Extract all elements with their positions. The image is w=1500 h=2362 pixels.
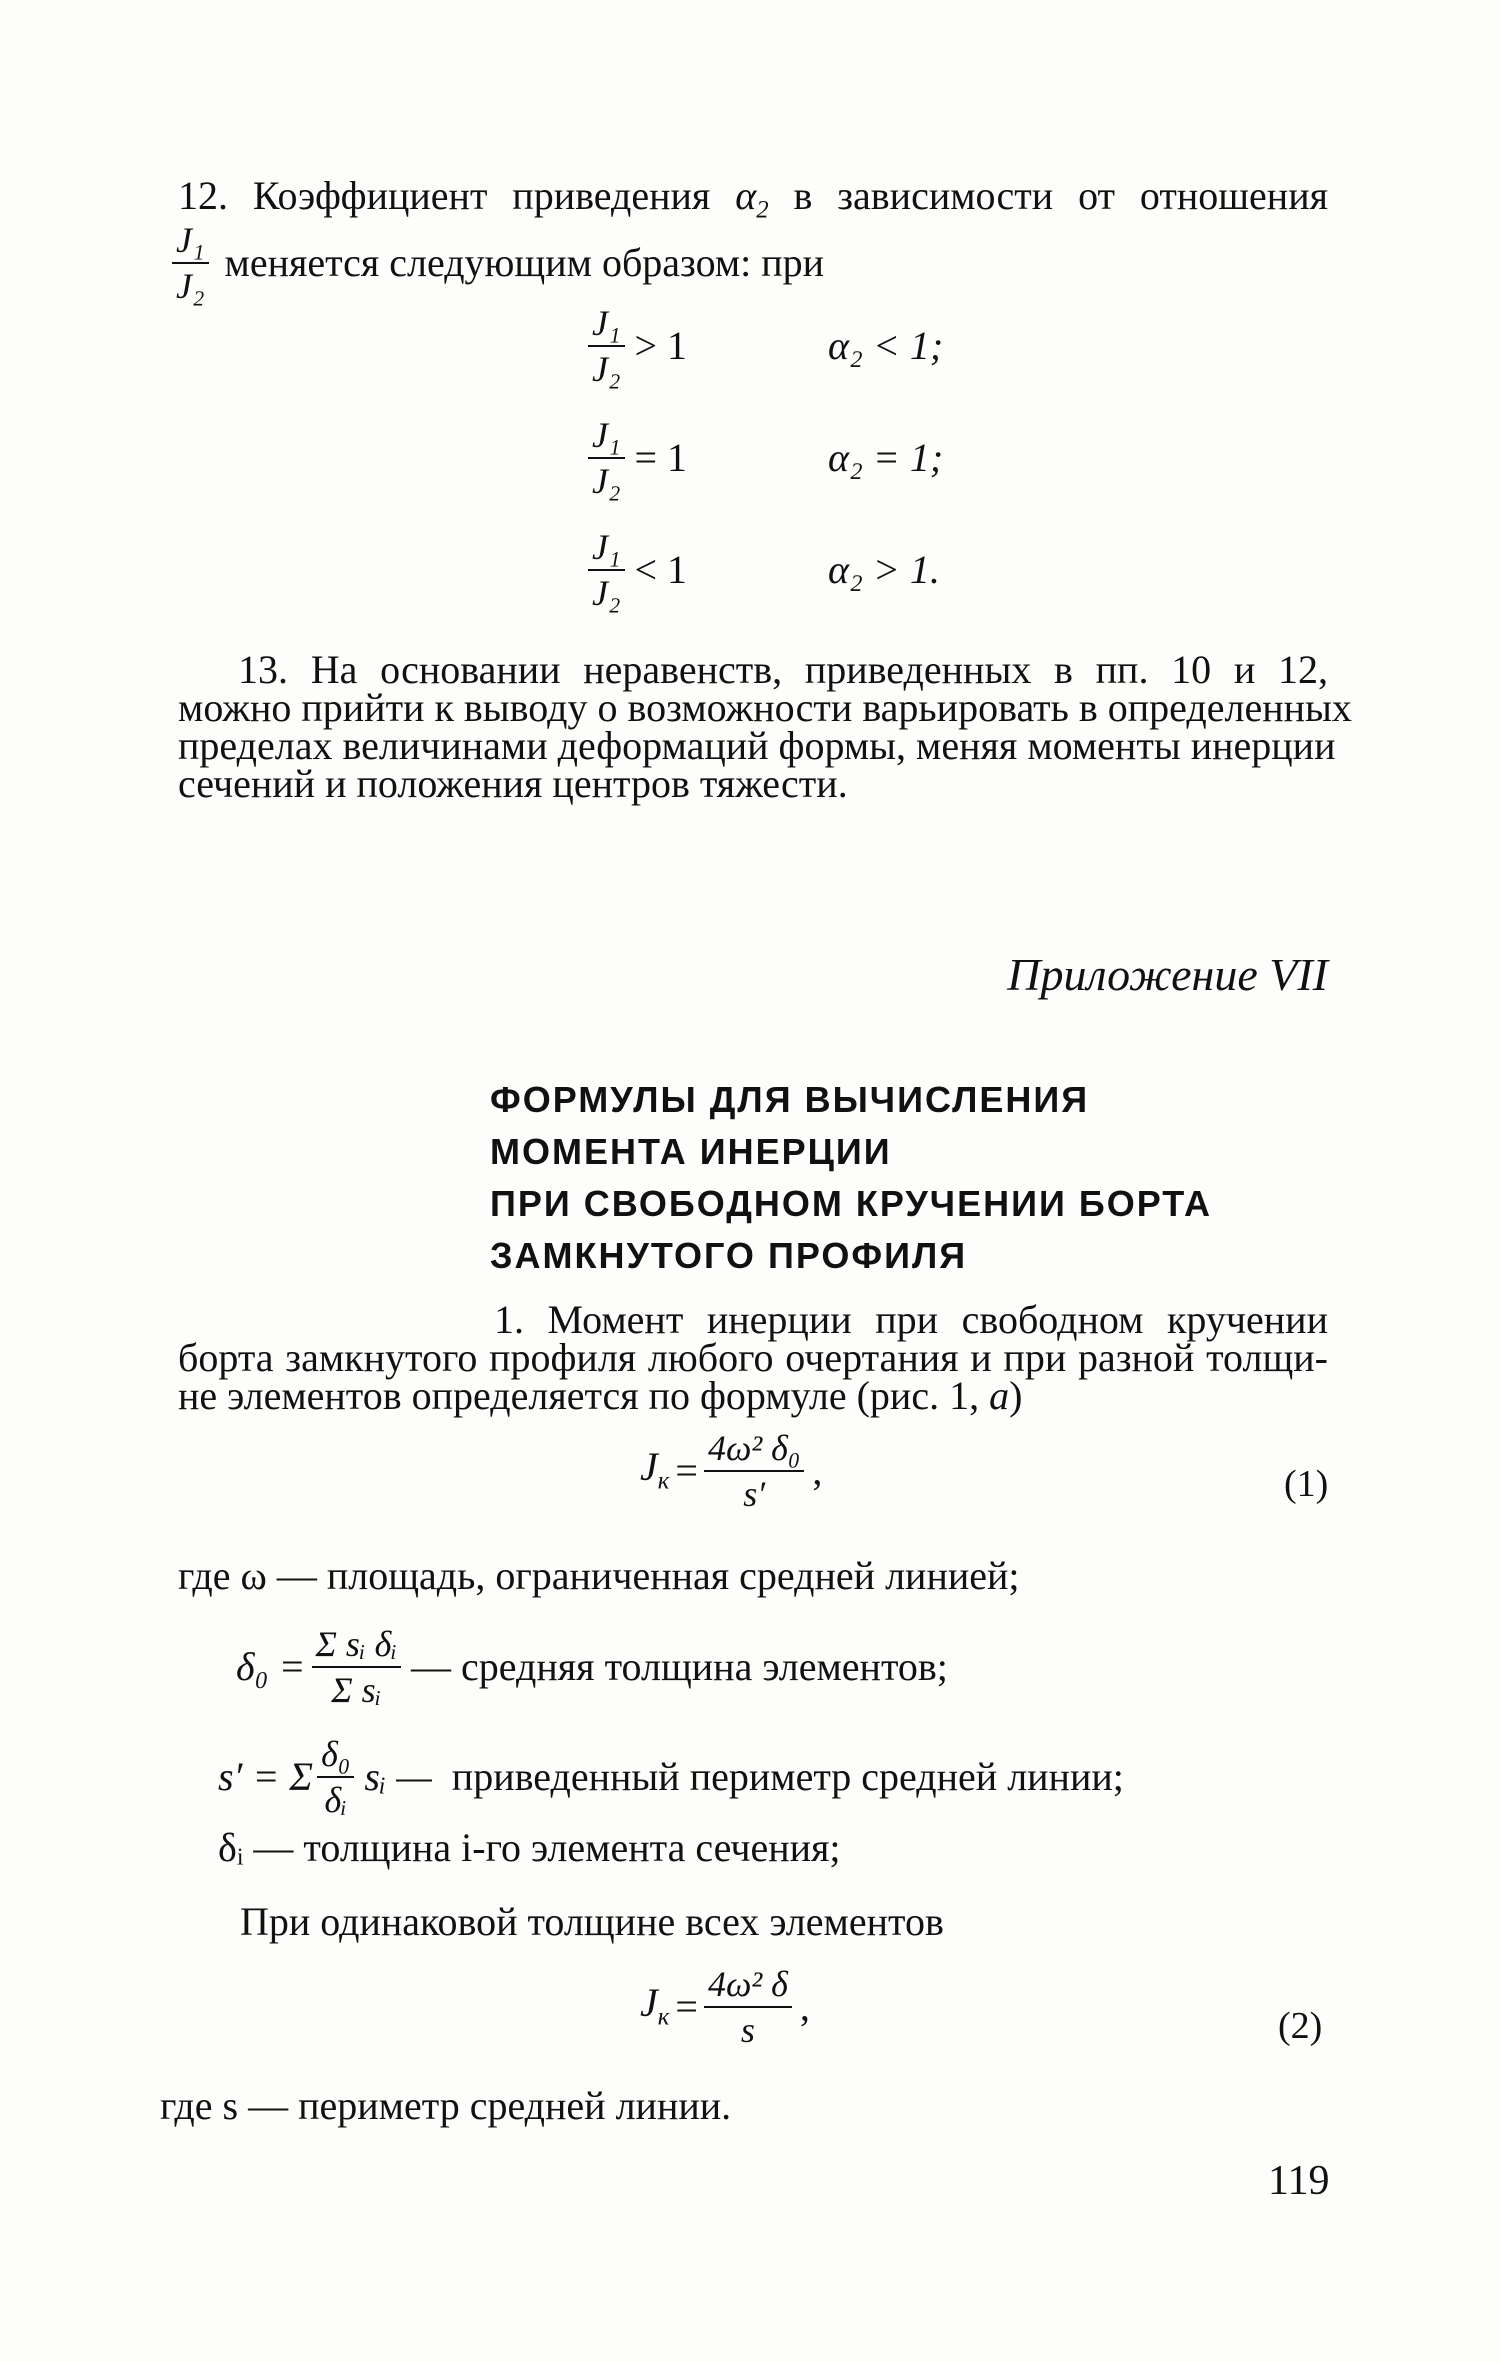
case-row: $\frac{\text{J₁}}{\text{J₂}}$ = 1 α₂ = 1; xyxy=(588,402,943,514)
alpha-symbol: $\alpha_2$ xyxy=(735,173,769,224)
formula-1-fraction: $\frac{\text{4ω² δ₀}}{s'}$ xyxy=(704,1430,804,1512)
case-row: $\frac{\text{J₁}}{\text{J₂}}$ < 1 α₂ > 1. xyxy=(588,514,943,626)
def-delta0: δ₀ = $\frac{\text{Σ sᵢ δᵢ}}{\text{Σ sᵢ}}$ — средняя толщина элементов; xyxy=(236,1624,948,1710)
item13-line3: пределах величинами деформаций формы, меняя моменты инерции xyxy=(178,723,1336,768)
item13-line2: можно прийти к выводу о возможности варьировать в определенных xyxy=(178,685,1352,730)
item1-line3: не элементов определяется по формуле (рис. 1, а) xyxy=(178,1373,1023,1418)
section-title: ФОРМУЛЫ ДЛЯ ВЫЧИСЛЕНИЯ МОМЕНТА ИНЕРЦИИ ПРИ СВОБОДНОМ КРУЧЕНИИ БОРТА ЗАМКНУТОГО ПРОФИЛЯ xyxy=(490,1079,1212,1276)
item1-line2: борта замкнутого профиля любого очертания и при разной толщи- xyxy=(178,1335,1328,1380)
item1-line1: 1. Момент инерции при свободном кручении xyxy=(494,1297,1328,1342)
formula-2-fraction: $\frac{\text{4ω² δ}}{s}$ xyxy=(704,1966,792,2048)
item12-line1: 12. Коэффициент приведения $\alpha_2$ в зависимости от отношения xyxy=(178,173,1329,224)
page-number: 119 xyxy=(1268,2158,1330,2204)
equal-thickness: При одинаковой толщине всех элементов xyxy=(240,1899,944,1944)
formula-1: $J_к$ = $\frac{\text{4ω² δ₀}}{s'}$ , xyxy=(640,1428,823,1514)
sprime-fraction: $\frac{\text{δ₀}}{\text{δᵢ}}$ xyxy=(317,1736,354,1818)
item13-line1: 13. На основании неравенств, приведенных в пп. 10 и 12, xyxy=(238,647,1328,692)
ratio-fraction: $\frac{\text{J₁}}{\text{J₂}}$ xyxy=(172,222,209,304)
equation-number-2: (2) xyxy=(1278,2005,1323,2047)
case-row: $\frac{\text{J₁}}{\text{J₂}}$ > 1 α₂ < 1; xyxy=(588,290,943,402)
appendix-label: Приложение VII xyxy=(1007,949,1328,1000)
equation-number-1: (1) xyxy=(1284,1463,1329,1505)
formula-2: $J_к$ = $\frac{\text{4ω² δ}}{s}$ , xyxy=(640,1964,810,2050)
item12-line2: $\frac{\text{J₁}}{\text{J₂}}$ меняется следующим образом: при xyxy=(172,222,824,304)
case-fraction: $\frac{\text{J₁}}{\text{J₂}}$ xyxy=(588,529,625,611)
cases-block xyxy=(588,290,943,626)
def-deltai: δᵢ — толщина i-го элемента сечения; xyxy=(218,1825,841,1870)
def-sprime: s′ = Σ $\frac{\text{δ₀}}{\text{δᵢ}}$ sᵢ — приведенный периметр средней линии; xyxy=(218,1734,1124,1820)
case-fraction: $\frac{\text{J₁}}{\text{J₂}}$ xyxy=(588,417,625,499)
delta0-fraction: $\frac{\text{Σ sᵢ δᵢ}}{\text{Σ sᵢ}}$ xyxy=(312,1626,402,1708)
where-omega: где ω — площадь, ограниченная средней линией; xyxy=(178,1553,1020,1598)
item13-line4: сечений и положения центров тяжести. xyxy=(178,761,848,806)
where-s: где s — периметр средней линии. xyxy=(160,2083,732,2128)
case-fraction: $\frac{\text{J₁}}{\text{J₂}}$ xyxy=(588,305,625,387)
